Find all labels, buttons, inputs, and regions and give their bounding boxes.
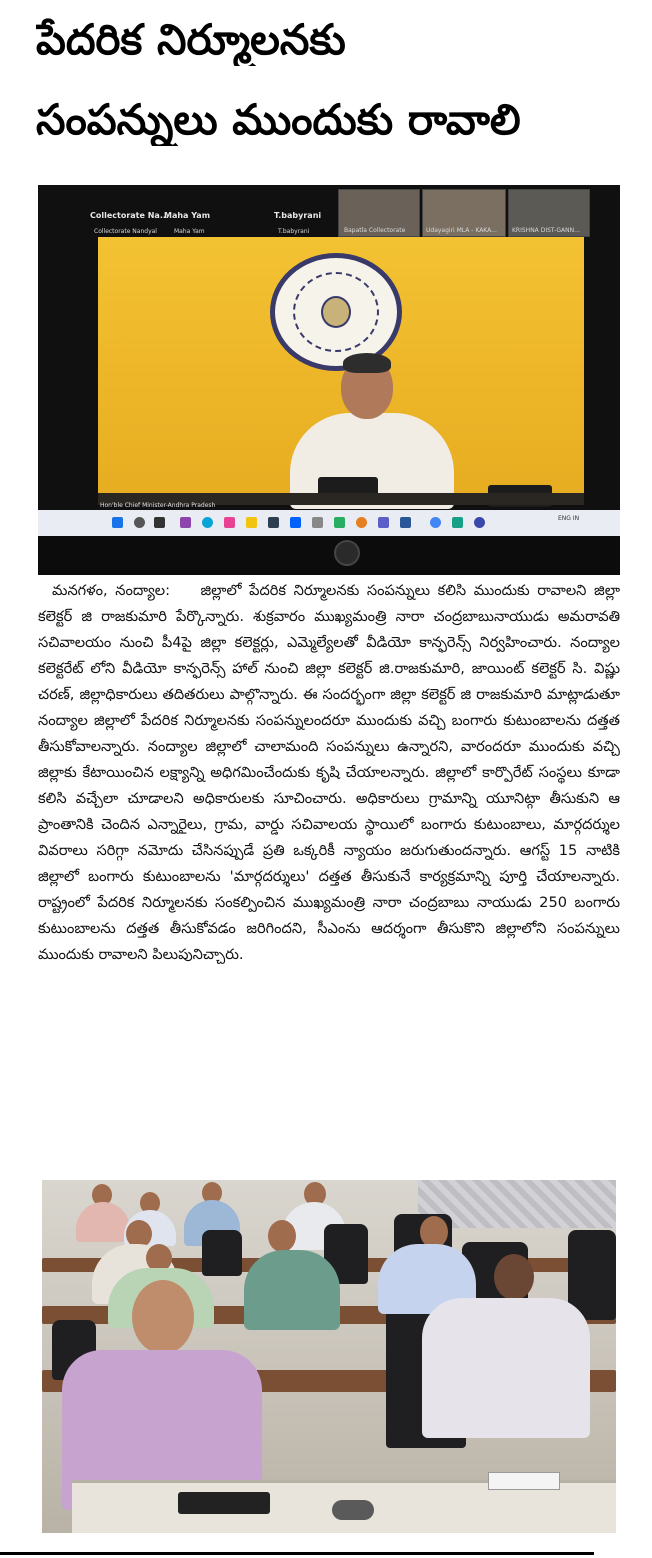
app-icon (334, 517, 345, 528)
tile-label-2: Maha Yam (164, 211, 211, 220)
webex-icon (474, 517, 485, 528)
tile-sub-3: T.babyrani (278, 228, 310, 235)
article-body (38, 578, 620, 968)
tile-sub-1: Collectorate Nandyal (94, 228, 157, 235)
edge-icon (202, 517, 213, 528)
dateline: మనగళం, నంద్యాల: (52, 582, 171, 599)
app-icon (452, 517, 463, 528)
monitor-bezel (38, 536, 620, 575)
thumb-sub-1: Bapatla Collectorate (344, 227, 406, 234)
headline-line-2: సంపన్నులు ముందుకు రావాలి (36, 95, 521, 144)
search-icon (134, 517, 145, 528)
tile-label-1: Collectorate Na... (90, 211, 169, 220)
conference-speaker-icon (332, 1500, 374, 1520)
folder-icon (246, 517, 257, 528)
foreground-man (422, 1298, 590, 1438)
speaker-caption: Hon'ble Chief Minister-Andhra Pradesh (100, 502, 216, 509)
app-icon (312, 517, 323, 528)
tile-label-3: T.babyrani (274, 211, 322, 220)
app-icon (180, 517, 191, 528)
foreground-woman (132, 1280, 194, 1354)
app-icon (400, 517, 411, 528)
article-text: జిల్లాలో పేదరిక నిర్మూలనకు సంపన్నులు కలిసి ముందుకు రావాలని జిల్లా కలెక్టర్ జి రాజకుమారి పేర్కొన్నారు. శుక్రవారం ముఖ్యమంత్రి నారా చంద్రబాబునాయుడు అమరావతి సచివాలయం నుంచి పీ4పై జిల్లా కలెక్టర్లు, ఎమ్మెల్యేలతో వీడియో కాన్ఫరెన్స్ నిర్వహించారు. నంద్యాల కలెక్టరేట్ లోని వీడియో కాన్ఫరెన్స్ హాల్ నుంచి జిల్లా కలెక్టర్ జి.రాజకుమారి, జాయింట్ కలెక్టర్ సి. విష్ణు చరణ్, జిల్లాధికారులు తదితరులు పాల్గొన్నారు. ఈ సందర్భంగా జిల్లా కలెక్టర్ జి రాజకుమారి మాట్లాడుతూ నంద్యాల జిల్లాలో పేదరిక నిర్మూలనకు సంపన్నులందరూ ముందుకు వచ్చి బంగారు కుటుంబాలను దత్తత తీసుకోవాలన్నారు. నంద్యాల జిల్లాలో చాలామంది సంపన్నులు ఉన్నారని, వారందరూ ముందుకు వచ్చి జిల్లాకు కేటాయించిన లక్ష్యాన్ని అధిగమించేందుకు కృషి చేయాలన్నారు. జిల్లాలో కార్పొరేట్ సంస్థలు కూడా కలిసి వచ్చేలా చూడాలని అధికారులకు సూచించారు. అధికారులు గ్రామాన్ని యూనిట్గా తీసుకుని ఆ ప్రాంతానికి చెందిన ఎన్నారైలు, గ్రామ, వార్డు సచివాలయ స్థాయిలో బంగారు కుటుంబాలు, మార్గదర్శుల వివరాలు సరిగ్గా నమోదు చేసినప్పుడే ప్రతి ఒక్కరికీ న్యాయం జరుగుతుందన్నారు. ఆగస్ట్ 15 నాటికి జిల్లాలో బంగారు కుటుంబాలను 'మార్గదర్శులు' దత్తత తీసుకునే కార్యక్రమాన్ని పూర్తి చేయాలన్నారు. రాష్ట్రంలో పేదరిక నిర్మూలనకు సంకల్పించిన ముఖ్యమంత్రి నారా చంద్రబాబు నాయుడు 250 బంగారు కుటుంబాలను దత్తత తీసుకోవడం జరిగిందని, సీఎంను ఆదర్శంగా తీసుకొని జిల్లాలోని సంపన్నులు ముందుకు రావాలని పిలుపునిచ్చారు. (38, 582, 620, 963)
meeting-room-photo (42, 1180, 616, 1533)
windows-taskbar (38, 510, 620, 536)
teams-icon (378, 517, 389, 528)
taskbar-language: ENG IN (558, 515, 580, 522)
notebook (488, 1472, 560, 1490)
headline-line-1: పేదరిక నిర్మూలనకు (36, 15, 346, 64)
state-emblem-icon (270, 253, 402, 371)
tile-sub-2: Maha Yam (174, 228, 205, 235)
thumb-sub-3: KRISHNA DIST-GANN... (512, 227, 580, 234)
chrome-icon (430, 517, 441, 528)
taskview-icon (154, 517, 165, 528)
chrome-icon (356, 517, 367, 528)
tablet-icon (178, 1492, 270, 1514)
start-icon (112, 517, 123, 528)
app-icon (268, 517, 279, 528)
thumb-sub-2: Udayagiri MLA - KAKA... (426, 227, 497, 234)
bottom-rule (0, 1552, 594, 1555)
video-conference-photo (38, 185, 620, 575)
webcam-icon (334, 540, 360, 566)
app-icon (224, 517, 235, 528)
dropbox-icon (290, 517, 301, 528)
